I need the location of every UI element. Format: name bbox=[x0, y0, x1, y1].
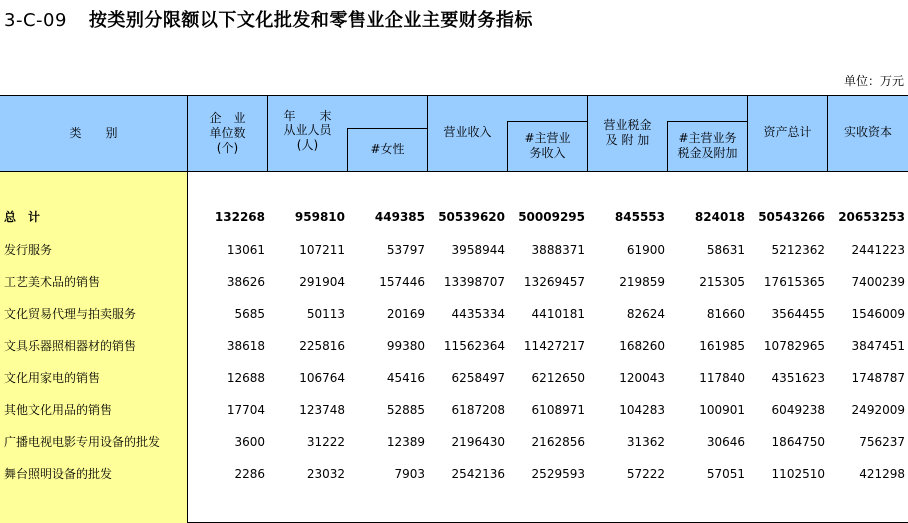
table-cell: 2529593 bbox=[531, 467, 585, 481]
header-operating-revenue: 营业收入 bbox=[443, 124, 492, 139]
table-cell: 58631 bbox=[706, 243, 745, 257]
table-cell: 45416 bbox=[386, 371, 425, 385]
header-category: 类 别 bbox=[69, 125, 118, 140]
table-cell: 17704 bbox=[226, 403, 265, 417]
table-cell: 449385 bbox=[374, 210, 425, 224]
table-cell: 3888371 bbox=[531, 243, 585, 257]
table-cell: 6212650 bbox=[531, 371, 585, 385]
col-divider-6 bbox=[667, 121, 668, 172]
table-cell: 13269457 bbox=[523, 275, 585, 289]
table-cell: 959810 bbox=[294, 210, 345, 224]
table-cell: 6258497 bbox=[451, 371, 505, 385]
table-cell: 2441223 bbox=[851, 243, 905, 257]
header-employees-top: 年 末 bbox=[283, 108, 332, 123]
header-bottom-border bbox=[0, 171, 908, 172]
header-female: #女性 bbox=[370, 142, 405, 156]
table-cell: 7903 bbox=[394, 467, 425, 481]
row-label: 文化用家电的销售 bbox=[4, 371, 101, 385]
table-cell: 5685 bbox=[234, 307, 265, 321]
table-cell: 52885 bbox=[386, 403, 425, 417]
header-business-tax: 营业税金 及 附 加 bbox=[603, 118, 652, 147]
table-cell: 104283 bbox=[619, 403, 665, 417]
table-cell: 31362 bbox=[626, 435, 665, 449]
table-cell: 3600 bbox=[234, 435, 265, 449]
col-divider-1 bbox=[267, 95, 268, 172]
table-cell: 11562364 bbox=[443, 339, 505, 353]
table-cell: 38618 bbox=[226, 339, 265, 353]
table-cell: 17615365 bbox=[763, 275, 825, 289]
row-label: 总 计 bbox=[4, 210, 41, 224]
table-cell: 50009295 bbox=[518, 210, 585, 224]
female-cell-top-border bbox=[348, 128, 428, 129]
table-cell: 31222 bbox=[306, 435, 345, 449]
table-cell: 3847451 bbox=[851, 339, 905, 353]
table-cell: 13061 bbox=[226, 243, 265, 257]
table-cell: 10782965 bbox=[763, 339, 825, 353]
table-cell: 2162856 bbox=[531, 435, 585, 449]
table-cell: 845553 bbox=[614, 210, 665, 224]
table-cell: 215305 bbox=[699, 275, 745, 289]
page-title bbox=[4, 6, 533, 32]
table-top-border bbox=[0, 95, 908, 96]
row-label: 广播电视电影专用设备的批发 bbox=[4, 435, 161, 449]
table-cell: 161985 bbox=[699, 339, 745, 353]
header-main-business-tax: #主营业务 税金及附加 bbox=[677, 131, 738, 160]
table-cell: 3564455 bbox=[771, 307, 825, 321]
table-cell: 157446 bbox=[379, 275, 425, 289]
col-divider-3 bbox=[427, 95, 428, 172]
table-cell: 57222 bbox=[626, 467, 665, 481]
table-cell: 61900 bbox=[626, 243, 665, 257]
table-cell: 6187208 bbox=[451, 403, 505, 417]
row-label: 工艺美术品的销售 bbox=[4, 275, 101, 289]
table-cell: 50113 bbox=[306, 307, 345, 321]
table-cell: 30646 bbox=[706, 435, 745, 449]
table-cell: 20169 bbox=[386, 307, 425, 321]
data-table bbox=[0, 95, 908, 523]
header-paid-in-capital: 实收资本 bbox=[843, 124, 892, 139]
table-cell: 3958944 bbox=[451, 243, 505, 257]
table-cell: 2196430 bbox=[451, 435, 505, 449]
table-cell: 117840 bbox=[699, 371, 745, 385]
table-cell: 219859 bbox=[619, 275, 665, 289]
table-cell: 20653253 bbox=[838, 210, 905, 224]
table-cell: 1546009 bbox=[851, 307, 905, 321]
header-total-assets: 资产总计 bbox=[763, 124, 812, 139]
table-cell: 421298 bbox=[859, 467, 905, 481]
table-cell: 2542136 bbox=[451, 467, 505, 481]
row-label: 文化贸易代理与拍卖服务 bbox=[4, 307, 137, 321]
table-cell: 756237 bbox=[859, 435, 905, 449]
col-divider-5 bbox=[587, 95, 588, 172]
table-cell: 100901 bbox=[699, 403, 745, 417]
table-cell: 50543266 bbox=[758, 210, 825, 224]
col-divider-7 bbox=[747, 95, 748, 172]
table-cell: 13398707 bbox=[443, 275, 505, 289]
table-cell: 106764 bbox=[299, 371, 345, 385]
row-label: 其他文化用品的销售 bbox=[4, 403, 113, 417]
col-divider-8 bbox=[827, 95, 828, 172]
col-divider-2 bbox=[347, 128, 348, 172]
table-cell: 82624 bbox=[626, 307, 665, 321]
row-label: 发行服务 bbox=[4, 243, 53, 257]
table-cell: 38626 bbox=[226, 275, 265, 289]
table-cell: 123748 bbox=[299, 403, 345, 417]
table-cell: 107211 bbox=[299, 243, 345, 257]
row-label: 舞台照明设备的批发 bbox=[4, 467, 113, 481]
table-cell: 6049238 bbox=[771, 403, 825, 417]
table-cell: 168260 bbox=[619, 339, 665, 353]
table-code: 3-C-09 bbox=[4, 10, 67, 31]
main-revenue-cell-top-border bbox=[508, 121, 588, 122]
header-main-business-revenue: #主营业 务收入 bbox=[524, 131, 571, 160]
table-cell: 12688 bbox=[226, 371, 265, 385]
table-cell: 6108971 bbox=[531, 403, 585, 417]
table-title: 按类别分限额以下文化批发和零售业企业主要财务指标 bbox=[88, 10, 533, 31]
table-cell: 132268 bbox=[214, 210, 265, 224]
unit-label: 单位：万元 bbox=[843, 74, 904, 88]
table-cell: 225816 bbox=[299, 339, 345, 353]
table-cell: 57051 bbox=[706, 467, 745, 481]
table-cell: 2492009 bbox=[851, 403, 905, 417]
table-cell: 99380 bbox=[386, 339, 425, 353]
col-divider-4 bbox=[507, 121, 508, 172]
table-cell: 1864750 bbox=[771, 435, 825, 449]
table-cell: 4351623 bbox=[771, 371, 825, 385]
header-enterprise-count: 企 业 单位数 (个) bbox=[209, 110, 246, 155]
table-cell: 2286 bbox=[234, 467, 265, 481]
table-cell: 53797 bbox=[386, 243, 425, 257]
table-cell: 120043 bbox=[619, 371, 665, 385]
table-cell: 4435334 bbox=[451, 307, 505, 321]
table-cell: 81660 bbox=[706, 307, 745, 321]
table-cell: 5212362 bbox=[771, 243, 825, 257]
header-employees: 从业人员 (人) bbox=[283, 123, 332, 152]
row-label: 文具乐器照相器材的销售 bbox=[4, 339, 137, 353]
table-cell: 7400239 bbox=[851, 275, 905, 289]
table-cell: 4410181 bbox=[531, 307, 585, 321]
table-cell: 12389 bbox=[386, 435, 425, 449]
table-cell: 291904 bbox=[299, 275, 345, 289]
table-cell: 50539620 bbox=[438, 210, 505, 224]
table-cell: 1748787 bbox=[851, 371, 905, 385]
table-cell: 11427217 bbox=[523, 339, 585, 353]
main-tax-cell-top-border bbox=[668, 121, 748, 122]
table-cell: 1102510 bbox=[771, 467, 825, 481]
table-cell: 23032 bbox=[306, 467, 345, 481]
table-cell: 824018 bbox=[694, 210, 745, 224]
